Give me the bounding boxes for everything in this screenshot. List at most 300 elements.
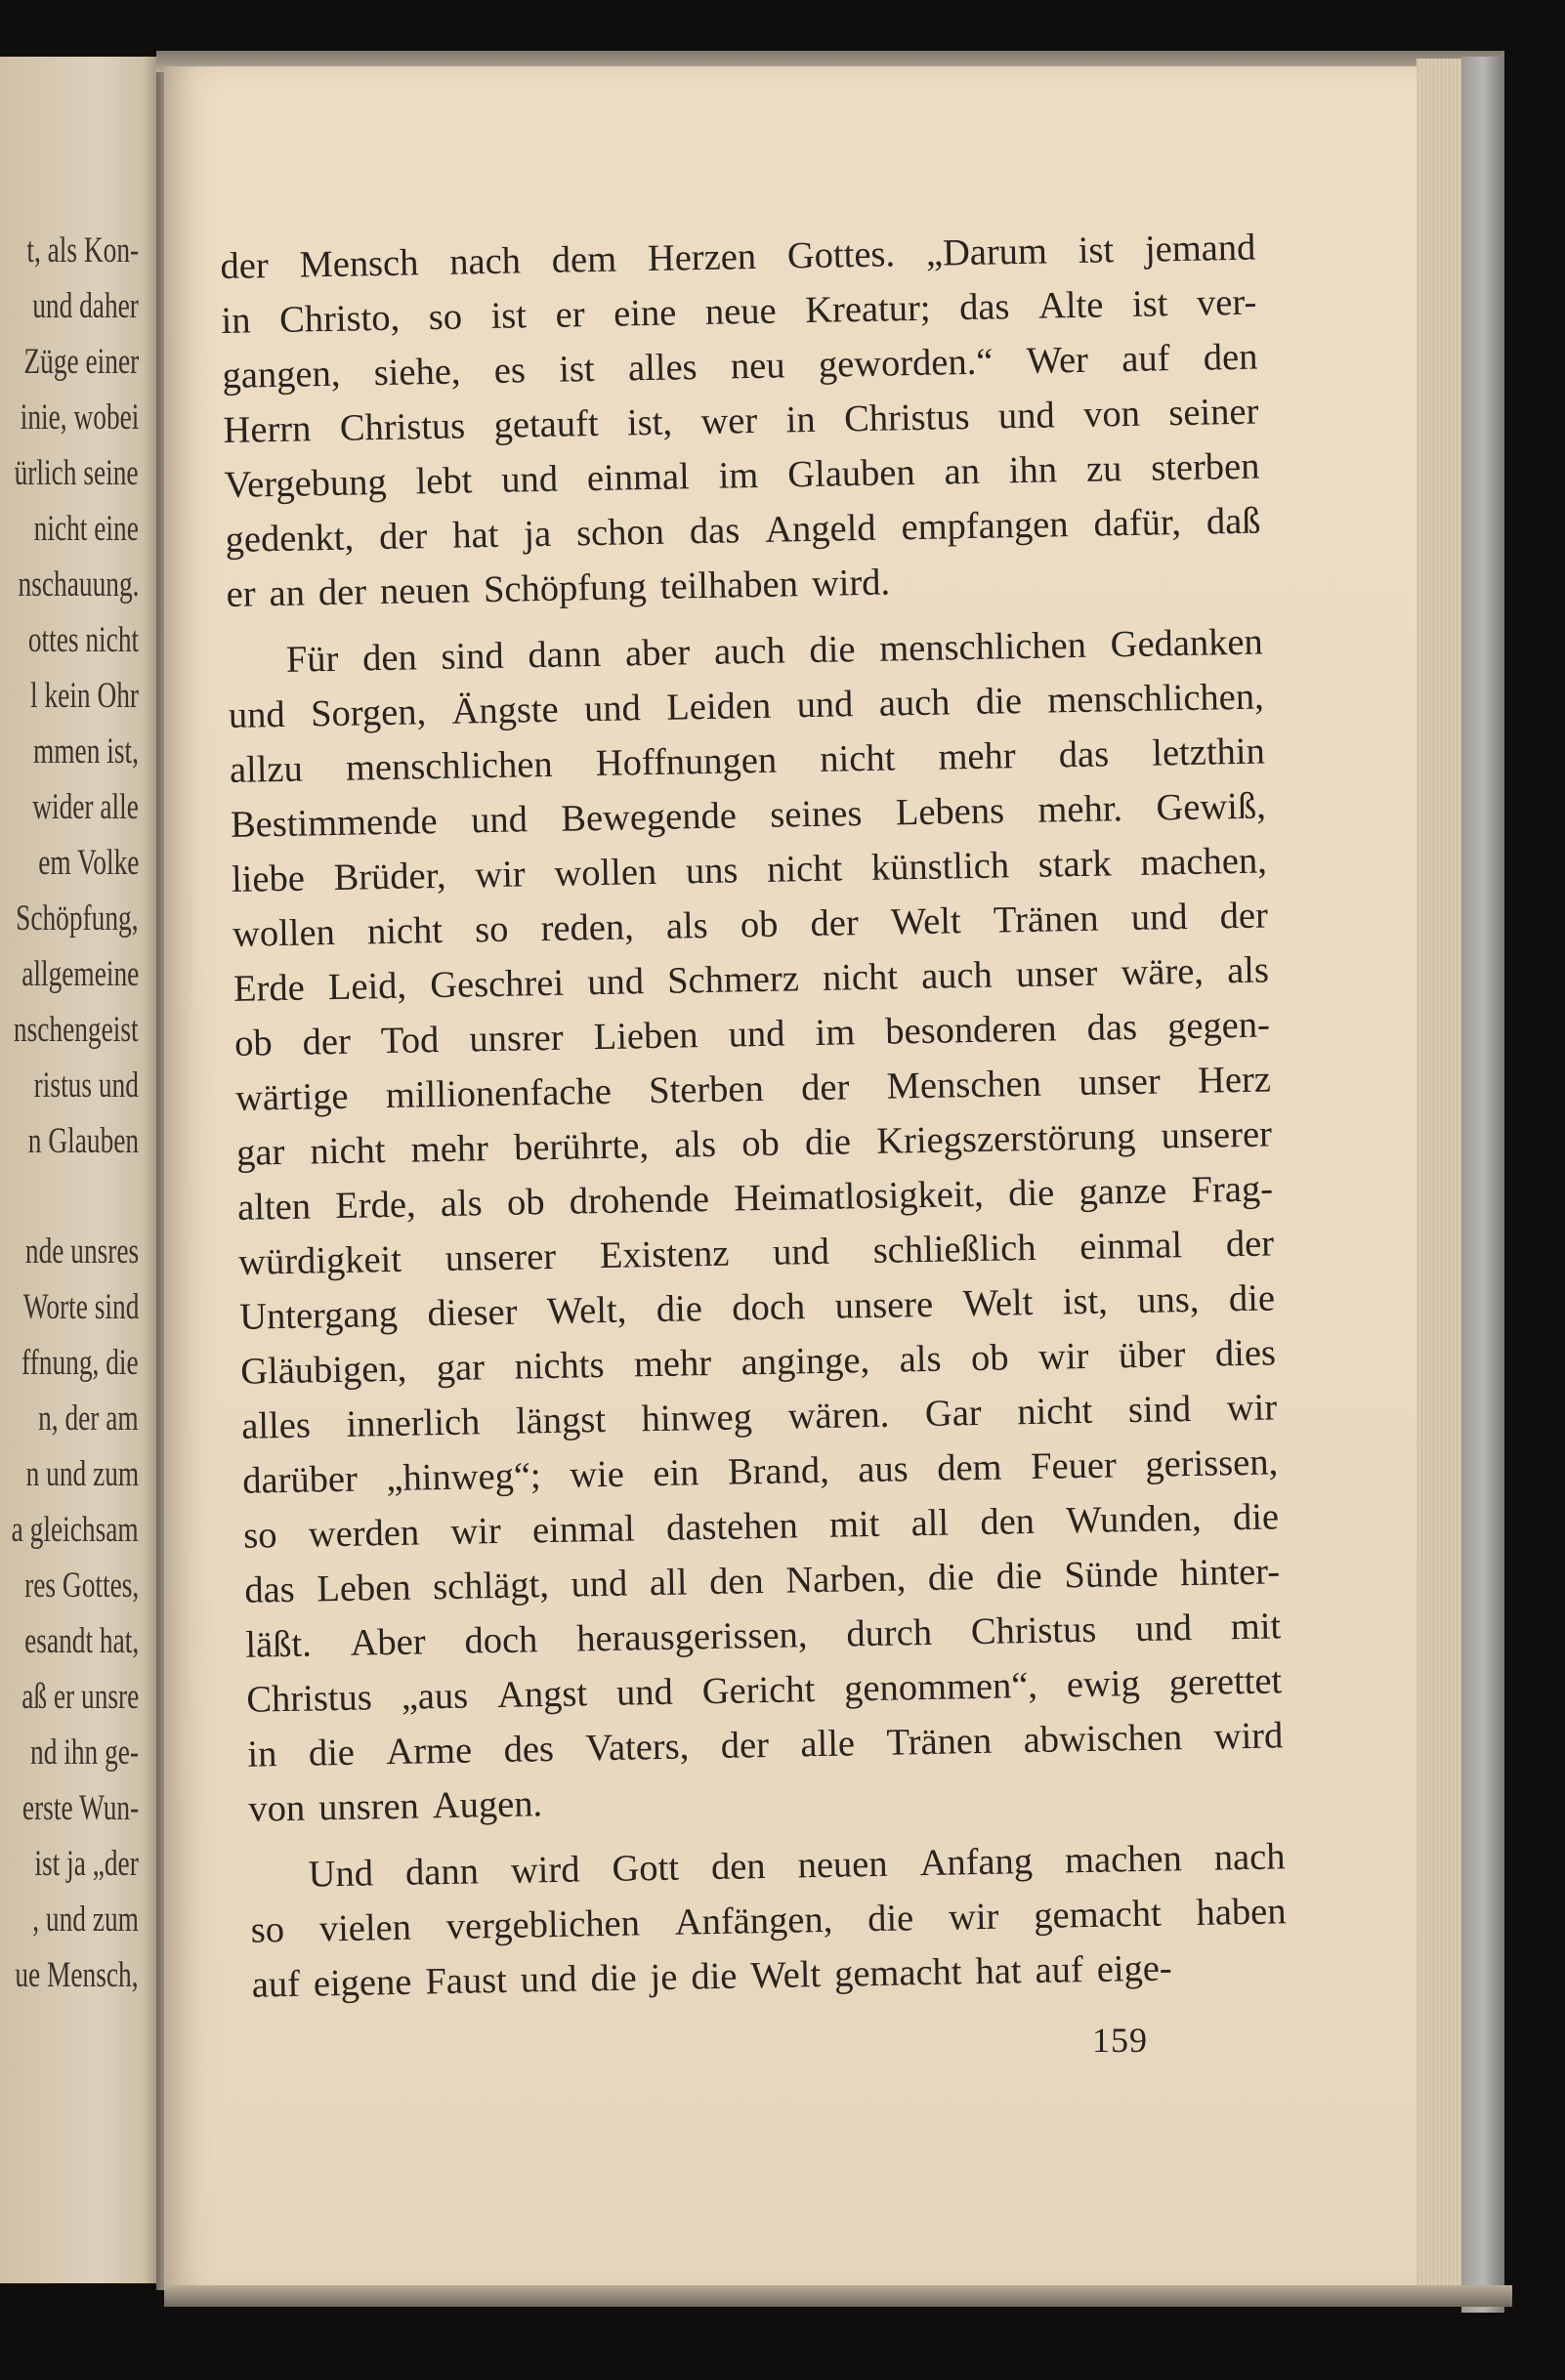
previous-page-line: em Volke bbox=[37, 843, 139, 883]
word: Gar bbox=[924, 1392, 983, 1435]
word: einmal bbox=[586, 456, 691, 500]
word: Anfang bbox=[919, 1841, 1034, 1885]
previous-page-line: ist ja „der bbox=[34, 1844, 139, 1884]
word: daß bbox=[1205, 500, 1261, 543]
previous-page-line: inie, wobei bbox=[20, 397, 139, 438]
word: ob bbox=[740, 903, 779, 946]
word: dann bbox=[528, 633, 602, 677]
word: die bbox=[927, 1557, 975, 1599]
word: er bbox=[226, 573, 256, 615]
word: der bbox=[220, 245, 270, 287]
word: teilhaben bbox=[659, 564, 799, 607]
word: die bbox=[995, 1555, 1043, 1598]
previous-page-line: mmen ist, bbox=[32, 731, 139, 772]
page-edges bbox=[1417, 59, 1467, 2305]
word: je bbox=[650, 1956, 678, 1999]
word: einmal bbox=[531, 1508, 636, 1552]
word: hinweg bbox=[641, 1397, 753, 1441]
word: mehr bbox=[938, 735, 1016, 778]
word: wir bbox=[948, 1896, 999, 1939]
word: Alte bbox=[1037, 284, 1104, 327]
word: künstlich bbox=[870, 845, 1010, 889]
previous-page-line: ristus und bbox=[33, 1065, 139, 1106]
word: mehr. bbox=[1037, 788, 1123, 831]
previous-page-line: allgemeine bbox=[21, 954, 139, 994]
word: Gedanken bbox=[1110, 621, 1264, 666]
word: Schöpfung bbox=[483, 566, 648, 611]
word: haben bbox=[1196, 1891, 1287, 1934]
word: längst bbox=[515, 1399, 607, 1442]
word: Lebens bbox=[895, 790, 1005, 834]
word: Erde, bbox=[334, 1184, 416, 1227]
word: die bbox=[809, 629, 856, 672]
word: auf bbox=[1121, 338, 1170, 381]
word: der bbox=[317, 571, 367, 614]
word: unsren bbox=[317, 1785, 420, 1829]
word: wäre, bbox=[1121, 950, 1205, 994]
previous-page-line: nicht eine bbox=[33, 509, 139, 549]
word: gangen, bbox=[222, 353, 341, 397]
word: Christus bbox=[339, 405, 466, 449]
word: „hinweg“; bbox=[386, 1455, 542, 1500]
word: wärtige bbox=[234, 1075, 349, 1119]
word: Tränen bbox=[993, 898, 1099, 941]
word: reden, bbox=[540, 906, 635, 950]
word: doch bbox=[731, 1286, 806, 1329]
word: liebe bbox=[231, 857, 306, 900]
word: ob bbox=[740, 1122, 781, 1165]
word: ist bbox=[1078, 230, 1115, 271]
word: wir bbox=[450, 1510, 502, 1553]
word: seiner bbox=[1167, 391, 1259, 435]
previous-page-line: , und zum bbox=[32, 1900, 139, 1940]
word: Schmerz bbox=[666, 958, 800, 1002]
word: und bbox=[520, 1958, 577, 2001]
word: neu bbox=[730, 345, 785, 388]
word: gemacht bbox=[1033, 1893, 1163, 1938]
word: als bbox=[1226, 949, 1270, 992]
word: die bbox=[308, 1732, 356, 1775]
word: Heimatlosigkeit, bbox=[733, 1173, 985, 1220]
word: der bbox=[720, 1724, 770, 1767]
word: dem bbox=[936, 1446, 1002, 1489]
word: siehe, bbox=[373, 351, 461, 395]
word: aus bbox=[857, 1448, 909, 1491]
word: Herzen bbox=[647, 235, 757, 279]
word: läßt. bbox=[245, 1623, 313, 1666]
word: schließlich bbox=[872, 1227, 1036, 1272]
word: Wunden, bbox=[1065, 1497, 1203, 1542]
word: menschlichen bbox=[878, 624, 1087, 670]
word: Geschrei bbox=[429, 962, 565, 1007]
previous-page-line: nschauung. bbox=[18, 564, 139, 605]
word: wir bbox=[1226, 1387, 1278, 1430]
word: geworden.“ bbox=[818, 341, 994, 386]
word: ob bbox=[506, 1182, 545, 1224]
word: unser bbox=[1078, 1061, 1162, 1105]
word: hat bbox=[451, 514, 499, 557]
word: auf bbox=[251, 1963, 301, 2006]
word: Leiden bbox=[665, 685, 772, 729]
word: abwischen bbox=[1023, 1717, 1183, 1762]
word: Welt bbox=[962, 1281, 1034, 1325]
word: Kreatur; bbox=[804, 287, 931, 332]
word: ob bbox=[970, 1337, 1009, 1380]
word: an bbox=[269, 572, 306, 615]
previous-page-line: und daher bbox=[32, 286, 139, 326]
word: der bbox=[800, 1066, 850, 1109]
word: ob bbox=[233, 1023, 273, 1065]
word: Welt bbox=[750, 1954, 822, 1997]
word: ganze bbox=[1079, 1170, 1167, 1214]
word: wir bbox=[474, 854, 527, 897]
word: gerissen, bbox=[1144, 1441, 1279, 1485]
word: Hoffnungen bbox=[595, 739, 778, 785]
word: millionenfache bbox=[385, 1070, 613, 1117]
word: schlägt, bbox=[432, 1565, 550, 1608]
word: doch bbox=[464, 1619, 538, 1662]
word: dies bbox=[1214, 1332, 1277, 1375]
word: der bbox=[378, 516, 428, 559]
word: in bbox=[247, 1733, 277, 1775]
word: all bbox=[649, 1562, 688, 1605]
word: wie bbox=[569, 1453, 625, 1496]
previous-page-line: Züge einer bbox=[23, 342, 139, 382]
word: mit bbox=[1230, 1606, 1282, 1649]
word: allzu bbox=[229, 748, 304, 791]
word: Tod bbox=[380, 1020, 440, 1063]
word: im bbox=[815, 1012, 856, 1054]
word: als bbox=[440, 1183, 484, 1226]
word: gar bbox=[436, 1347, 486, 1390]
word: unsere bbox=[834, 1283, 934, 1327]
word: der bbox=[1219, 895, 1269, 938]
page-body-text bbox=[220, 221, 1288, 2013]
word: und bbox=[1134, 1608, 1193, 1650]
word: berührte, bbox=[513, 1125, 650, 1169]
word: auch bbox=[713, 630, 786, 673]
word: wollen bbox=[554, 851, 657, 895]
word: menschlichen, bbox=[1047, 676, 1265, 722]
word: Sünde bbox=[1063, 1553, 1159, 1597]
word: lebt bbox=[415, 460, 473, 503]
word: die bbox=[1232, 1496, 1280, 1539]
word: von bbox=[1082, 393, 1141, 436]
word: und bbox=[583, 688, 642, 731]
word: und bbox=[500, 458, 559, 501]
word: Welt bbox=[890, 900, 962, 943]
word: so bbox=[474, 908, 509, 951]
word: Faust bbox=[424, 1959, 508, 2003]
word: und bbox=[586, 961, 645, 1004]
word: nicht bbox=[1016, 1390, 1093, 1434]
word: Lieben bbox=[593, 1015, 698, 1059]
word: und bbox=[772, 1231, 830, 1274]
word: Sterben bbox=[648, 1067, 765, 1112]
word: Aber bbox=[350, 1621, 426, 1664]
word: auch bbox=[920, 954, 994, 997]
word: unser bbox=[1015, 952, 1098, 996]
word: Bewegende bbox=[560, 795, 738, 840]
previous-page-line: t, als Kon- bbox=[26, 230, 139, 271]
word: „aus bbox=[401, 1675, 469, 1718]
previous-page-line: Worte sind bbox=[22, 1287, 139, 1327]
word: den bbox=[710, 1846, 766, 1889]
word: anginge, bbox=[740, 1340, 870, 1384]
word: „Darum bbox=[925, 230, 1048, 274]
word: machen, bbox=[1140, 840, 1268, 884]
word: nicht bbox=[366, 909, 444, 953]
word: wird bbox=[510, 1849, 580, 1892]
word: Sorgen, bbox=[310, 691, 427, 735]
word: mit bbox=[828, 1503, 880, 1546]
previous-page-line: n Glauben bbox=[27, 1121, 139, 1161]
word: letzthin bbox=[1151, 731, 1266, 774]
previous-page-line: ffnung, die bbox=[21, 1343, 139, 1383]
word: und bbox=[470, 799, 529, 842]
word: mehr bbox=[633, 1342, 712, 1386]
word: neue bbox=[704, 290, 778, 333]
word: nicht bbox=[819, 737, 896, 780]
word: wer bbox=[700, 399, 758, 443]
word: dafür, bbox=[1093, 502, 1182, 545]
word: und bbox=[997, 395, 1056, 438]
word: ist bbox=[558, 348, 596, 391]
word: vielen bbox=[318, 1906, 412, 1950]
word: gerettet bbox=[1168, 1660, 1283, 1704]
word: wird. bbox=[811, 562, 891, 605]
word: Menschen bbox=[886, 1063, 1042, 1107]
word: das bbox=[958, 286, 1010, 329]
word: zu bbox=[1085, 448, 1122, 490]
word: besonderen bbox=[884, 1008, 1057, 1053]
word: und bbox=[228, 693, 286, 736]
word: die bbox=[804, 1121, 852, 1164]
word: Für bbox=[285, 638, 339, 681]
word: neuen bbox=[797, 1843, 888, 1887]
word: Ängste bbox=[451, 689, 560, 732]
word: an bbox=[944, 450, 981, 493]
word: das bbox=[689, 510, 740, 553]
word: alles bbox=[240, 1404, 312, 1447]
word: im bbox=[718, 454, 759, 497]
previous-page-line: ürlich seine bbox=[15, 453, 139, 493]
word: Herrn bbox=[223, 408, 312, 451]
word: Leid, bbox=[327, 965, 407, 1009]
word: menschlichen bbox=[345, 743, 554, 789]
word: würdigkeit bbox=[237, 1238, 402, 1283]
word: stark bbox=[1037, 843, 1113, 886]
word: Vergebung bbox=[224, 461, 388, 506]
word: Angeld bbox=[764, 507, 876, 551]
word: Welt, bbox=[546, 1289, 627, 1333]
word: dem bbox=[551, 238, 617, 281]
word: die bbox=[1007, 1172, 1055, 1215]
word: so bbox=[250, 1909, 285, 1951]
word: so bbox=[242, 1515, 277, 1557]
word: und bbox=[615, 1671, 674, 1714]
word: in bbox=[785, 398, 817, 441]
word: alles bbox=[627, 347, 698, 390]
word: drohende bbox=[569, 1178, 710, 1223]
word: Christo, bbox=[278, 297, 401, 341]
word: machen bbox=[1064, 1838, 1183, 1882]
word: Gläubigen, bbox=[239, 1348, 407, 1393]
word: Leben bbox=[316, 1566, 411, 1610]
word: hat bbox=[975, 1950, 1022, 1993]
word: Existenz bbox=[599, 1232, 730, 1277]
word: Brüder, bbox=[333, 855, 446, 898]
word: innerlich bbox=[346, 1401, 481, 1445]
previous-page-line: a gleichsam bbox=[11, 1510, 139, 1550]
word: unserer bbox=[444, 1235, 557, 1279]
word: uns bbox=[685, 850, 739, 893]
word: Gewiß, bbox=[1156, 785, 1267, 829]
word: ist, bbox=[626, 401, 673, 444]
word: uns, bbox=[1136, 1278, 1200, 1321]
word: vergeblichen bbox=[445, 1902, 641, 1948]
word: der bbox=[1225, 1223, 1275, 1266]
word: herausgerissen, bbox=[575, 1614, 808, 1660]
word: hinter- bbox=[1179, 1551, 1281, 1595]
word: ist bbox=[1131, 283, 1168, 325]
previous-page-fragment bbox=[0, 57, 164, 2283]
word: der bbox=[810, 902, 860, 945]
previous-page-line: nschengeist bbox=[14, 1010, 139, 1050]
word: Tränen bbox=[886, 1720, 993, 1764]
word: Gericht bbox=[701, 1669, 816, 1713]
book-bottom-edge bbox=[164, 2285, 1512, 2307]
word: genommen“, bbox=[843, 1664, 1038, 1710]
word: ist bbox=[490, 295, 528, 337]
word: aber bbox=[624, 632, 691, 675]
word: nach bbox=[1213, 1836, 1286, 1879]
book-cover-edge bbox=[1461, 57, 1504, 2313]
word: Und bbox=[308, 1853, 374, 1896]
word: schon bbox=[575, 511, 665, 555]
word: und bbox=[796, 684, 854, 727]
word: Christus bbox=[970, 1608, 1097, 1653]
word: Herz bbox=[1197, 1059, 1272, 1102]
word: Gott bbox=[612, 1847, 680, 1890]
word: getauft bbox=[493, 402, 599, 446]
word: empfangen bbox=[901, 504, 1069, 549]
previous-page-line: erste Wun- bbox=[21, 1788, 139, 1828]
word: als bbox=[673, 1123, 717, 1166]
word: eigene bbox=[313, 1961, 412, 2005]
word: ewig bbox=[1066, 1662, 1141, 1706]
word: den bbox=[361, 637, 418, 680]
word: Arme bbox=[386, 1730, 473, 1774]
word: Mensch bbox=[299, 242, 419, 286]
word: unserer bbox=[1161, 1113, 1273, 1157]
word: nichts bbox=[514, 1344, 605, 1388]
word: sind bbox=[1127, 1388, 1192, 1432]
word: die bbox=[867, 1898, 914, 1941]
word: es bbox=[493, 350, 527, 392]
word: die bbox=[1228, 1277, 1276, 1320]
word: Anfängen, bbox=[674, 1899, 833, 1943]
word: von bbox=[248, 1787, 306, 1830]
word: das bbox=[1058, 733, 1110, 776]
word: das bbox=[1086, 1006, 1138, 1049]
word: Erde bbox=[233, 967, 306, 1010]
word: alten bbox=[236, 1186, 312, 1229]
word: über bbox=[1118, 1334, 1186, 1377]
previous-page-line: ottes nicht bbox=[27, 620, 139, 660]
word: seines bbox=[769, 793, 863, 836]
word: nicht bbox=[310, 1130, 386, 1173]
word: wird bbox=[1213, 1715, 1284, 1758]
page-number: 159 bbox=[1092, 2021, 1148, 2060]
word: Glauben bbox=[786, 452, 916, 496]
previous-page-line: ue Mensch, bbox=[15, 1955, 139, 1995]
word: Narben, bbox=[784, 1558, 907, 1602]
word: mehr bbox=[410, 1128, 489, 1171]
word: des bbox=[503, 1728, 555, 1771]
word: ist, bbox=[1062, 1280, 1109, 1323]
word: er bbox=[555, 294, 585, 336]
word: als bbox=[665, 904, 709, 947]
word: dastehen bbox=[665, 1505, 799, 1549]
word: ihn bbox=[1008, 449, 1058, 492]
word: nicht bbox=[822, 956, 899, 999]
word: Frag- bbox=[1191, 1168, 1274, 1211]
word: gemacht bbox=[833, 1951, 962, 1995]
word: der bbox=[302, 1021, 352, 1064]
word: und bbox=[728, 1013, 785, 1056]
word: die bbox=[975, 681, 1023, 723]
word: eige- bbox=[1096, 1947, 1173, 1990]
word: die bbox=[656, 1288, 703, 1330]
word: ja bbox=[523, 513, 552, 556]
word: auf bbox=[1035, 1949, 1084, 1992]
word: ein bbox=[653, 1452, 699, 1495]
word: Bestimmende bbox=[230, 801, 439, 846]
word: sterben bbox=[1150, 445, 1260, 489]
word: Christus bbox=[246, 1677, 373, 1721]
word: Christus bbox=[843, 396, 970, 440]
word: unsrer bbox=[469, 1017, 564, 1061]
previous-page-line: wider alle bbox=[32, 787, 139, 827]
previous-page-line: l kein Ohr bbox=[29, 676, 139, 716]
previous-page-line: esandt hat, bbox=[23, 1621, 139, 1661]
word: Vaters, bbox=[585, 1726, 690, 1770]
word: Gottes. bbox=[786, 233, 896, 277]
word: ver- bbox=[1196, 281, 1257, 324]
word: Augen. bbox=[432, 1783, 543, 1827]
word: eine bbox=[613, 292, 677, 335]
word: nach bbox=[448, 240, 522, 283]
word: alle bbox=[800, 1723, 856, 1766]
word: werden bbox=[308, 1512, 420, 1556]
word: gegen- bbox=[1166, 1004, 1271, 1048]
previous-page-line: res Gottes, bbox=[23, 1566, 139, 1606]
word: gar bbox=[235, 1131, 285, 1174]
word: die bbox=[690, 1955, 738, 1998]
word: einmal bbox=[1079, 1225, 1183, 1269]
word: das bbox=[243, 1568, 296, 1611]
word: in bbox=[221, 300, 251, 342]
word: und bbox=[1130, 896, 1188, 939]
word: wollen bbox=[232, 911, 336, 955]
previous-page-line: nd ihn ge- bbox=[29, 1733, 139, 1773]
word: gedenkt, bbox=[225, 517, 355, 561]
word: dann bbox=[404, 1851, 480, 1894]
word: den bbox=[979, 1500, 1036, 1543]
word: neuen bbox=[379, 569, 471, 613]
word: die bbox=[590, 1957, 637, 2000]
